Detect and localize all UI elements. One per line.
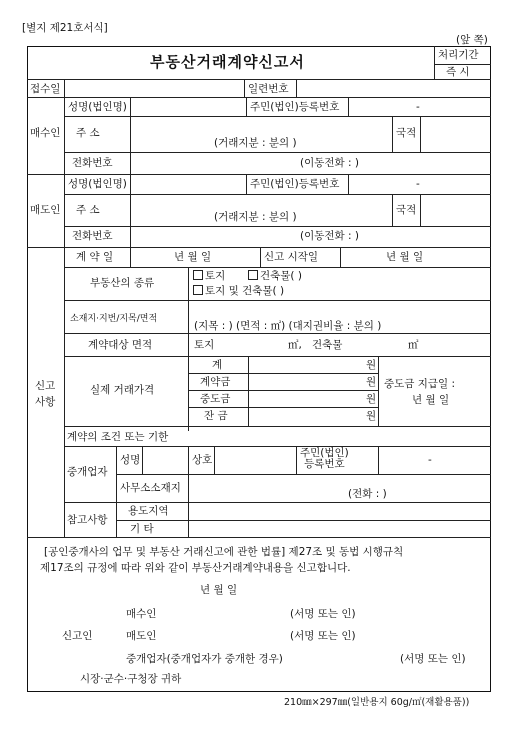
divider xyxy=(348,97,349,116)
divider xyxy=(64,333,491,334)
buyer-section-label: 매수인 xyxy=(30,127,61,139)
divider xyxy=(188,407,378,408)
buyer-name-label: 성명(법인명) xyxy=(68,101,127,113)
building-checkbox[interactable] xyxy=(248,270,258,280)
price-deposit-unit: 원 xyxy=(366,376,377,388)
divider xyxy=(142,446,143,474)
divider xyxy=(64,152,491,153)
divider xyxy=(188,446,189,474)
broker-id-label: 주민(법인) 등록번호 xyxy=(300,447,349,470)
divider xyxy=(188,474,189,537)
divider xyxy=(64,502,491,503)
divider xyxy=(340,247,341,267)
seller-address-label: 주 소 xyxy=(76,204,100,216)
area-land-unit: ㎡, xyxy=(288,339,302,351)
broker-office-label: 사무소소재지 xyxy=(120,482,181,494)
seller-name-label: 성명(법인명) xyxy=(68,178,127,190)
area-building-unit: ㎡ xyxy=(408,339,419,351)
seller-section-label: 매도인 xyxy=(30,204,61,216)
reporter-seller: 매도인 xyxy=(126,630,157,642)
broker-id-dash: - xyxy=(428,454,432,466)
other-label: 기 타 xyxy=(130,523,154,535)
broker-phone-text: (전화 : ) xyxy=(348,488,387,500)
area-building-label: 건축물 xyxy=(312,339,343,351)
buyer-id-dash: - xyxy=(416,101,420,113)
broker-name-label: 성명 xyxy=(120,454,141,466)
area-land-label: 토지 xyxy=(194,339,215,351)
divider xyxy=(27,174,491,175)
divider xyxy=(64,97,65,174)
option-land[interactable] xyxy=(193,270,225,282)
divider xyxy=(64,356,491,357)
actual-price-label: 실제 거래가격 xyxy=(90,384,155,396)
price-total-unit: 원 xyxy=(366,359,377,371)
reference-label: 참고사항 xyxy=(67,514,108,526)
divider xyxy=(27,79,491,80)
option-building[interactable] xyxy=(248,270,302,282)
divider xyxy=(116,520,491,521)
reporter-broker: 중개업자(중개업자가 중개한 경우) xyxy=(126,653,283,665)
contract-terms-label: 계약의 조건 또는 기한 xyxy=(67,431,169,443)
divider xyxy=(420,194,421,226)
processing-period-label: 처리기간 xyxy=(438,49,479,61)
report-date-value: 년 월 일 xyxy=(386,251,424,263)
serial-number-label: 일련번호 xyxy=(248,83,289,95)
receipt-date-label: 접수일 xyxy=(30,83,61,95)
divider xyxy=(434,64,491,65)
divider xyxy=(64,194,491,195)
buyer-phone-label: 전화번호 xyxy=(72,157,113,169)
divider xyxy=(64,300,491,301)
buyer-nationality-label: 국적 xyxy=(396,127,417,139)
seller-id-label: 주민(법인)등록번호 xyxy=(250,178,340,190)
price-total-label: 계 xyxy=(212,359,223,371)
divider xyxy=(188,390,378,391)
reporter-buyer-sign: (서명 또는 인) xyxy=(290,608,356,620)
divider xyxy=(378,446,379,474)
declaration-line-1: [공인중개사의 업무 및 부동산 거래신고에 관한 법률] 제27조 및 동법 시행규칙 xyxy=(44,546,404,558)
land-building-checkbox[interactable] xyxy=(193,285,203,295)
divider xyxy=(296,446,297,474)
divider xyxy=(392,116,393,152)
paper-spec: 210㎜×297㎜(일반용지 60g/㎡(재활용품)) xyxy=(284,697,470,708)
price-balance-label: 잔 금 xyxy=(204,410,228,422)
divider xyxy=(248,356,249,426)
divider xyxy=(64,247,65,537)
mid-payment-label: 중도금 지급일 : xyxy=(384,378,456,390)
buyer-address-label: 주 소 xyxy=(76,127,100,139)
option-land-building-text: 토지 및 건축물( ) xyxy=(205,285,285,297)
divider xyxy=(116,474,491,475)
divider xyxy=(64,226,491,227)
option-land-building[interactable] xyxy=(193,285,284,297)
divider xyxy=(116,446,117,537)
price-mid-label: 중도금 xyxy=(200,393,231,405)
divider xyxy=(64,426,491,427)
divider xyxy=(214,446,215,474)
contract-date-value: 년 월 일 xyxy=(174,251,212,263)
divider xyxy=(27,537,491,538)
divider xyxy=(260,247,261,267)
broker-label: 중개업자 xyxy=(67,466,108,478)
divider xyxy=(296,79,297,97)
declaration-date: 년 월 일 xyxy=(200,584,238,596)
option-building-text: 건축물( ) xyxy=(260,270,302,282)
form-number: [별지 제21호서식] xyxy=(22,22,108,34)
divider xyxy=(64,174,65,247)
buyer-share-text: (거래지분 : 분의 ) xyxy=(214,137,297,149)
divider xyxy=(244,79,245,97)
divider xyxy=(378,356,379,426)
land-checkbox[interactable] xyxy=(193,270,203,280)
divider xyxy=(188,373,378,374)
declaration-line-2: 제17조의 규정에 따라 위와 같이 부동산거래계약내용을 신고합니다. xyxy=(40,562,351,574)
seller-id-dash: - xyxy=(416,178,420,190)
zoning-label: 용도지역 xyxy=(128,505,169,517)
divider xyxy=(130,174,131,247)
seller-phone-label: 전화번호 xyxy=(72,230,113,242)
divider xyxy=(246,97,247,116)
divider xyxy=(130,97,131,174)
report-section-label: 신고 사항 xyxy=(35,380,56,408)
mid-payment-date: 년 월 일 xyxy=(412,394,450,406)
price-deposit-label: 계약금 xyxy=(200,376,231,388)
processing-period-value: 즉 시 xyxy=(446,66,470,78)
reporter-label: 신고인 xyxy=(62,630,93,642)
price-balance-unit: 원 xyxy=(366,410,377,422)
location-label: 소재지·지번/지목/면적 xyxy=(70,314,158,324)
divider xyxy=(348,174,349,194)
option-land-text: 토지 xyxy=(205,270,226,282)
buyer-id-label: 주민(법인)등록번호 xyxy=(250,101,340,113)
divider xyxy=(64,79,65,97)
divider xyxy=(392,194,393,226)
divider xyxy=(27,97,491,98)
buyer-mobile-text: (이동전화 : ) xyxy=(300,157,359,169)
form-title: 부동산거래계약신고서 xyxy=(150,53,305,71)
divider xyxy=(130,247,131,267)
divider xyxy=(64,446,491,447)
seller-share-text: (거래지분 : 분의 ) xyxy=(214,211,297,223)
divider xyxy=(27,247,491,248)
property-type-label: 부동산의 종류 xyxy=(90,277,155,289)
broker-firm-label: 상호 xyxy=(192,454,213,466)
price-mid-unit: 원 xyxy=(366,393,377,405)
divider xyxy=(64,267,491,268)
seller-mobile-text: (이동전화 : ) xyxy=(300,230,359,242)
contract-date-label: 계 약 일 xyxy=(76,251,114,263)
report-date-label: 신고 시작일 xyxy=(264,251,319,263)
divider xyxy=(246,174,247,194)
addressee: 시장·군수·구청장 귀하 xyxy=(80,673,182,685)
page-side-label: (앞 쪽) xyxy=(456,34,488,46)
location-text: (지목 : ) (면적 : ㎡) (대지권비율 : 분의 ) xyxy=(194,320,382,332)
divider xyxy=(64,116,491,117)
contract-area-label: 계약대상 면적 xyxy=(88,339,153,351)
seller-nationality-label: 국적 xyxy=(396,204,417,216)
divider xyxy=(434,46,435,79)
reporter-buyer: 매수인 xyxy=(126,608,157,620)
divider xyxy=(420,116,421,152)
reporter-broker-sign: (서명 또는 인) xyxy=(400,653,466,665)
reporter-seller-sign: (서명 또는 인) xyxy=(290,630,356,642)
